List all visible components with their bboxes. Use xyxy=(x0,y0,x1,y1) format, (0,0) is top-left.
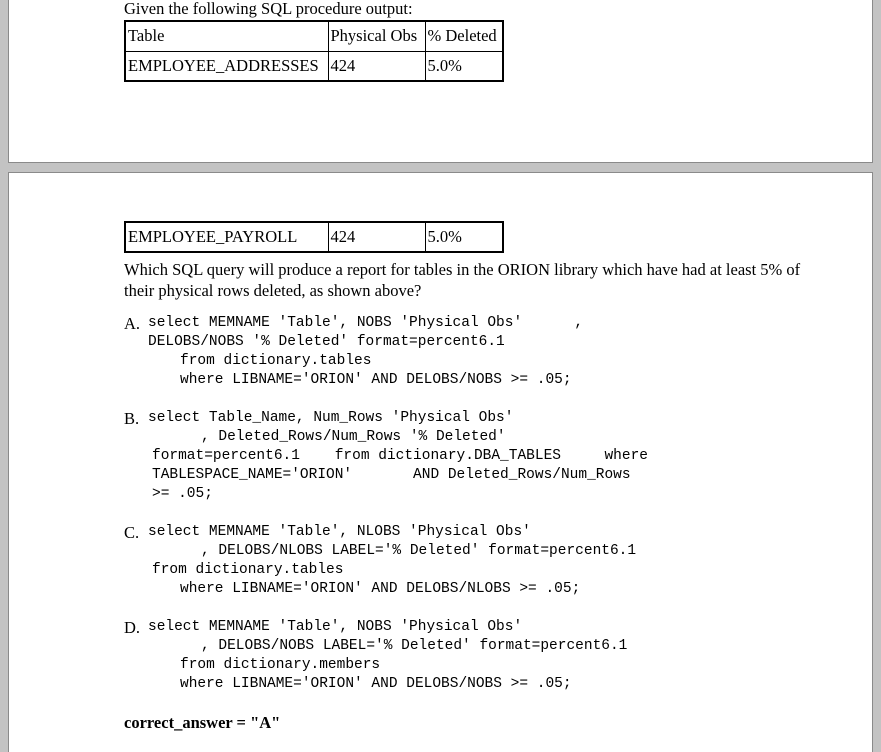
option-letter: B. xyxy=(124,409,140,428)
option-letter: D. xyxy=(124,618,141,637)
code-line: from dictionary.tables xyxy=(152,562,344,578)
cell-percent-deleted: 5.0% xyxy=(425,222,503,252)
code-line: TABLESPACE_NAME='ORION' AND Deleted_Rows/Num_Rows xyxy=(152,467,631,483)
code-line: select MEMNAME 'Table', NOBS 'Physical Obs' , xyxy=(148,315,584,331)
cell-percent-deleted: 5.0% xyxy=(425,51,503,81)
code-line: >= .05; xyxy=(152,486,213,502)
code-line: where LIBNAME='ORION' AND DELOBS/NLOBS >= .05; xyxy=(180,581,581,597)
table-row xyxy=(125,222,503,252)
question-text: Which SQL query will produce a report for tables in the ORION library which have had at least 5% of their physical rows deleted, as shown above? xyxy=(124,260,801,300)
cell-table-name: EMPLOYEE_ADDRESSES xyxy=(125,51,328,81)
option-letter: C. xyxy=(124,523,140,542)
code-line: from dictionary.tables xyxy=(180,353,372,369)
code-line: where LIBNAME='ORION' AND DELOBS/NOBS >= .05; xyxy=(180,372,572,388)
page-1 xyxy=(8,0,873,163)
table-row xyxy=(125,51,503,81)
code-line: , Deleted_Rows/Num_Rows '% Deleted' xyxy=(201,429,506,445)
cell-table-name: EMPLOYEE_PAYROLL xyxy=(125,222,328,252)
code-line: DELOBS/NOBS '% Deleted' format=percent6.1 xyxy=(148,334,505,350)
code-line: select Table_Name, Num_Rows 'Physical Obs' xyxy=(148,410,514,426)
output-table xyxy=(124,20,504,82)
intro-text: Given the following SQL procedure output: xyxy=(124,0,413,18)
code-line: select MEMNAME 'Table', NLOBS 'Physical Obs' xyxy=(148,524,531,540)
cell-physical-obs: 424 xyxy=(328,222,425,252)
code-line: where LIBNAME='ORION' AND DELOBS/NOBS >= .05; xyxy=(180,676,572,692)
code-line: select MEMNAME 'Table', NOBS 'Physical Obs' xyxy=(148,619,523,635)
cell-physical-obs: 424 xyxy=(328,51,425,81)
page-2 xyxy=(8,172,873,752)
correct-answer: correct_answer = "A" xyxy=(124,713,281,732)
code-line: , DELOBS/NLOBS LABEL='% Deleted' format=percent6.1 xyxy=(201,543,637,559)
header-percent-deleted: % Deleted xyxy=(425,21,503,51)
table-header-row xyxy=(125,21,503,51)
code-line: format=percent6.1 from dictionary.DBA_TABLES where xyxy=(152,448,648,464)
code-line: , DELOBS/NOBS LABEL='% Deleted' format=percent6.1 xyxy=(201,638,628,654)
header-physical-obs: Physical Obs xyxy=(328,21,425,51)
continued-table xyxy=(124,221,504,253)
code-line: from dictionary.members xyxy=(180,657,381,673)
header-table: Table xyxy=(125,21,328,51)
option-letter: A. xyxy=(124,314,141,333)
